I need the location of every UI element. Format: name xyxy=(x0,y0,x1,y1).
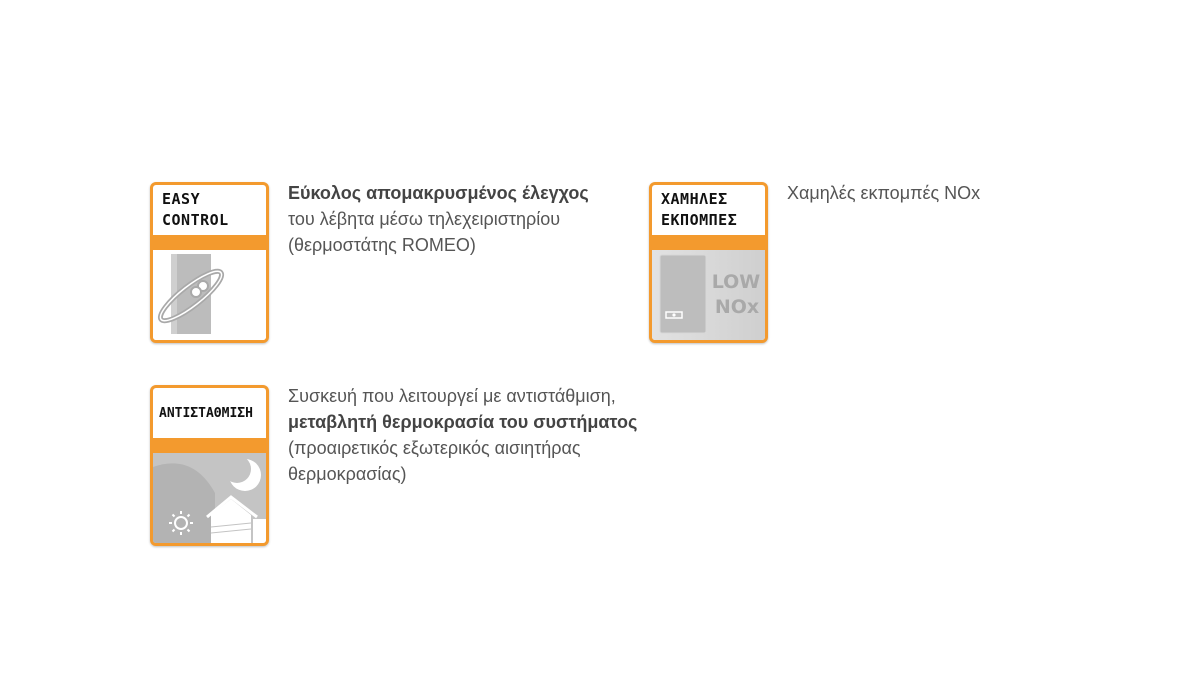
icon-title xyxy=(153,388,266,438)
low-nox-icon xyxy=(649,182,768,343)
feature-description xyxy=(288,383,668,487)
icon-title-line: ΕΚΠΟΜΠΕΣ xyxy=(661,211,738,229)
icon-band xyxy=(153,438,266,453)
sun-moon-house-svg xyxy=(153,453,266,543)
description-line: (θερμοστάτης ROMEO) xyxy=(288,235,476,255)
icon-title xyxy=(652,185,765,235)
remote-control-pictogram xyxy=(153,250,266,340)
description-line: θερμοκρασίας) xyxy=(288,464,407,484)
remote-control-svg xyxy=(153,250,266,340)
icon-title-line: ΑΝΤΙΣΤΑΘΜΙΣΗ xyxy=(159,405,253,421)
description-line: του λέβητα μέσω τηλεχειριστηρίου xyxy=(288,209,561,229)
boiler-svg xyxy=(652,250,765,340)
description-line: μεταβλητή θερμοκρασία του συστήματος xyxy=(288,412,638,432)
icon-title-line: EASY xyxy=(162,190,201,208)
low-nox-label-line-1: LOW xyxy=(711,271,761,293)
feature-description xyxy=(787,180,1167,206)
feature-description xyxy=(288,180,668,258)
description-line: Χαμηλές εκπομπές NOx xyxy=(787,183,981,203)
description-line: (προαιρετικός εξωτερικός αισιητήρας xyxy=(288,438,581,458)
icon-title-line: CONTROL xyxy=(162,211,229,229)
description-line: Εύκολος απομακρυσμένος έλεγχος xyxy=(288,183,589,203)
icon-title-line: ΧΑΜΗΛΕΣ xyxy=(661,190,728,208)
icon-band xyxy=(652,235,765,250)
icon-band xyxy=(153,235,266,250)
low-nox-pictogram xyxy=(652,250,765,340)
remote-control-icon xyxy=(150,182,269,343)
compensation-pictogram xyxy=(153,453,266,543)
description-line: Συσκευή που λειτουργεί με αντιστάθμιση, xyxy=(288,386,616,406)
low-nox-label-line-2: NOx xyxy=(714,296,760,318)
icon-title xyxy=(153,185,266,235)
weather-compensation-icon xyxy=(150,385,269,546)
